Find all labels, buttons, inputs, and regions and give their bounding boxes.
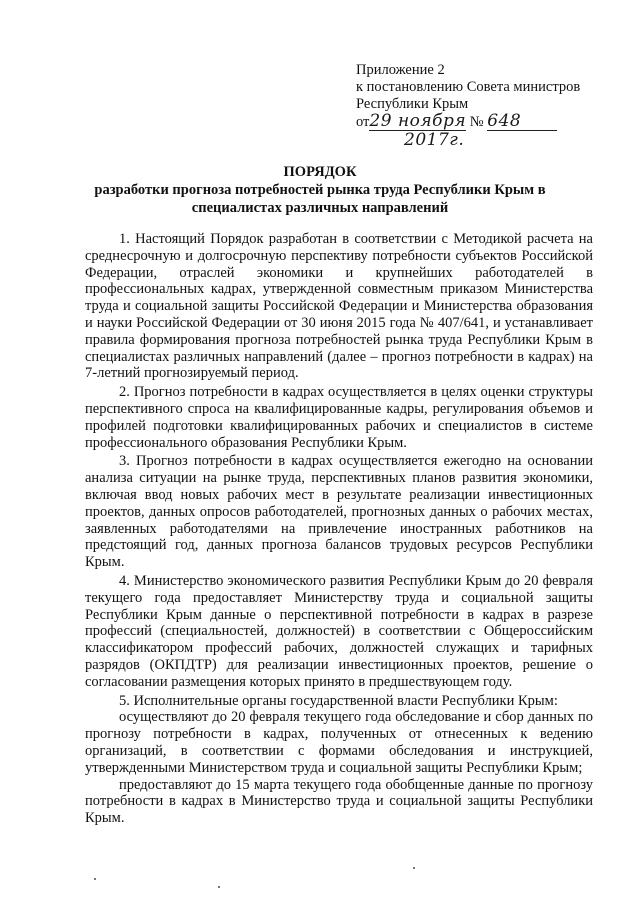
scan-dot — [218, 886, 220, 888]
appendix-date-line — [356, 111, 580, 150]
paragraph-1: 1. Настоящий Порядок разработан в соответствии с Методикой расчета на среднесрочную и долгосрочную перспективу потребности субъектов Российской Федерации, отраслей экономики и крупнейших работодателей в профессиональных кадрах, утвержденной совместным приказом Министерства труда и социальной защиты Российской Федерации и Министерства образования и науки Российской Федерации от 30 июня 2015 года № 407/641, и устанавливает правила формирования прогноза потребностей рынка труда Республики Крым в специалистах различных направлений (далее – прогноз потребности в кадрах) на 7-летний прогнозируемый период. — [85, 231, 593, 382]
scan-dot — [94, 878, 96, 880]
handwritten-year: 2017г. — [404, 130, 465, 150]
number-label: № — [469, 114, 484, 130]
appendix-resolution-line: к постановлению Совета министров — [356, 79, 581, 95]
scan-dot — [413, 867, 415, 869]
from-label: от — [356, 114, 370, 130]
paragraph-5-item-1: осуществляют до 20 февраля текущего года обследование и сбор данных по прогнозу потребности в кадрах, полученных от отнесенных к ведению организаций, в соответствии с формами обследования и инструкцией, утвержденными Министерством труда и социальной защиты Республики Крым; — [85, 709, 593, 776]
title-heading: ПОРЯДОК — [283, 164, 357, 180]
paragraph-4: 4. Министерство экономического развития Республики Крым до 20 февраля текущего года предоставляет Министерству труда и социальной защиты Республики Крым данные о перспективной потребности в кадрах в разрезе профессий (специальностей, должностей) в соответствии с Общероссийским классификатором профессий рабочих, должностей служащих и тарифных разрядов (ОКПДТР) для реализации инвестиционных проектов, решение о согласовании размещения которых принято в предшествующем году. — [85, 572, 593, 690]
document-title — [86, 163, 554, 217]
document-body — [85, 231, 593, 827]
appendix-republic-line: Республики Крым — [356, 96, 469, 112]
paragraph-2: 2. Прогноз потребности в кадрах осуществляется в целях оценки структуры перспективного спроса на квалифицированные кадры, регулирования объемов и профилей подготовки квалифицированных рабочих и специалистов в системе профессионального образования Республики Крым. — [85, 384, 593, 451]
appendix-block — [356, 62, 581, 150]
paragraph-3: 3. Прогноз потребности в кадрах осуществляется ежегодно на основании анализа ситуации на рынке труда, перспективных планов развития экономики, включая ввод новых рабочих мест в результате реализации инвестиционных проектов, данных опросов работодателей, прогнозных данных о рабочих местах, заявленных работодателями на привлечение иностранных работников на предстоящий год, данных прогноза балансов трудовых ресурсов Республики Крым. — [85, 453, 593, 571]
handwritten-number: 648 — [487, 113, 557, 131]
appendix-title: Приложение 2 — [356, 62, 445, 78]
title-subheading: разработки прогноза потребностей рынка труда Республики Крым в специалистах различных направлений — [94, 182, 546, 216]
paragraph-5-item-2: предоставляют до 15 марта текущего года обобщенные данные по прогнозу потребности в кадрах в Министерство труда и социальной защиты Республики Крым. — [85, 776, 593, 827]
paragraph-5: 5. Исполнительные органы государственной власти Республики Крым: — [119, 692, 558, 709]
handwritten-date: 29 ноября — [369, 111, 467, 131]
